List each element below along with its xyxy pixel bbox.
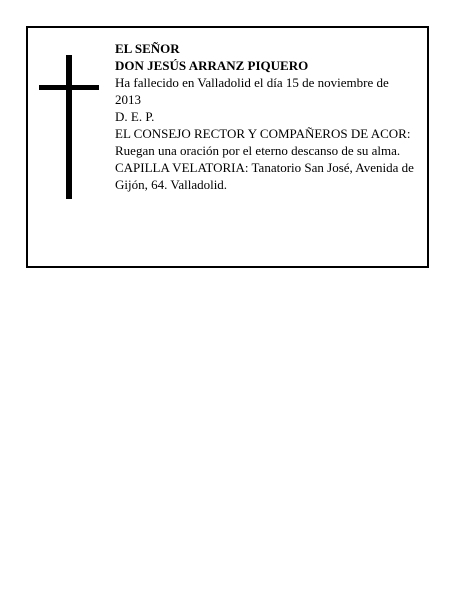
prayer-request: Ruegan una oración por el eterno descanso de su alma.	[115, 143, 401, 158]
cross-horizontal-bar	[39, 85, 99, 90]
obituary-notice	[26, 26, 429, 268]
rest-in-peace: D. E. P.	[115, 109, 155, 124]
notice-title: EL SEÑOR	[115, 41, 180, 56]
passing-statement: Ha fallecido en Valladolid el día 15 de noviembre de 2013	[115, 75, 389, 107]
obituary-text	[115, 40, 415, 193]
signatories: EL CONSEJO RECTOR Y COMPAÑEROS DE ACOR:	[115, 126, 411, 141]
cross-vertical-bar	[66, 55, 72, 199]
deceased-name: DON JESÚS ARRANZ PIQUERO	[115, 58, 309, 73]
cross-icon	[39, 55, 99, 199]
chapel-details: CAPILLA VELATORIA: Tanatorio San José, Avenida de Gijón, 64. Valladolid.	[115, 160, 414, 192]
